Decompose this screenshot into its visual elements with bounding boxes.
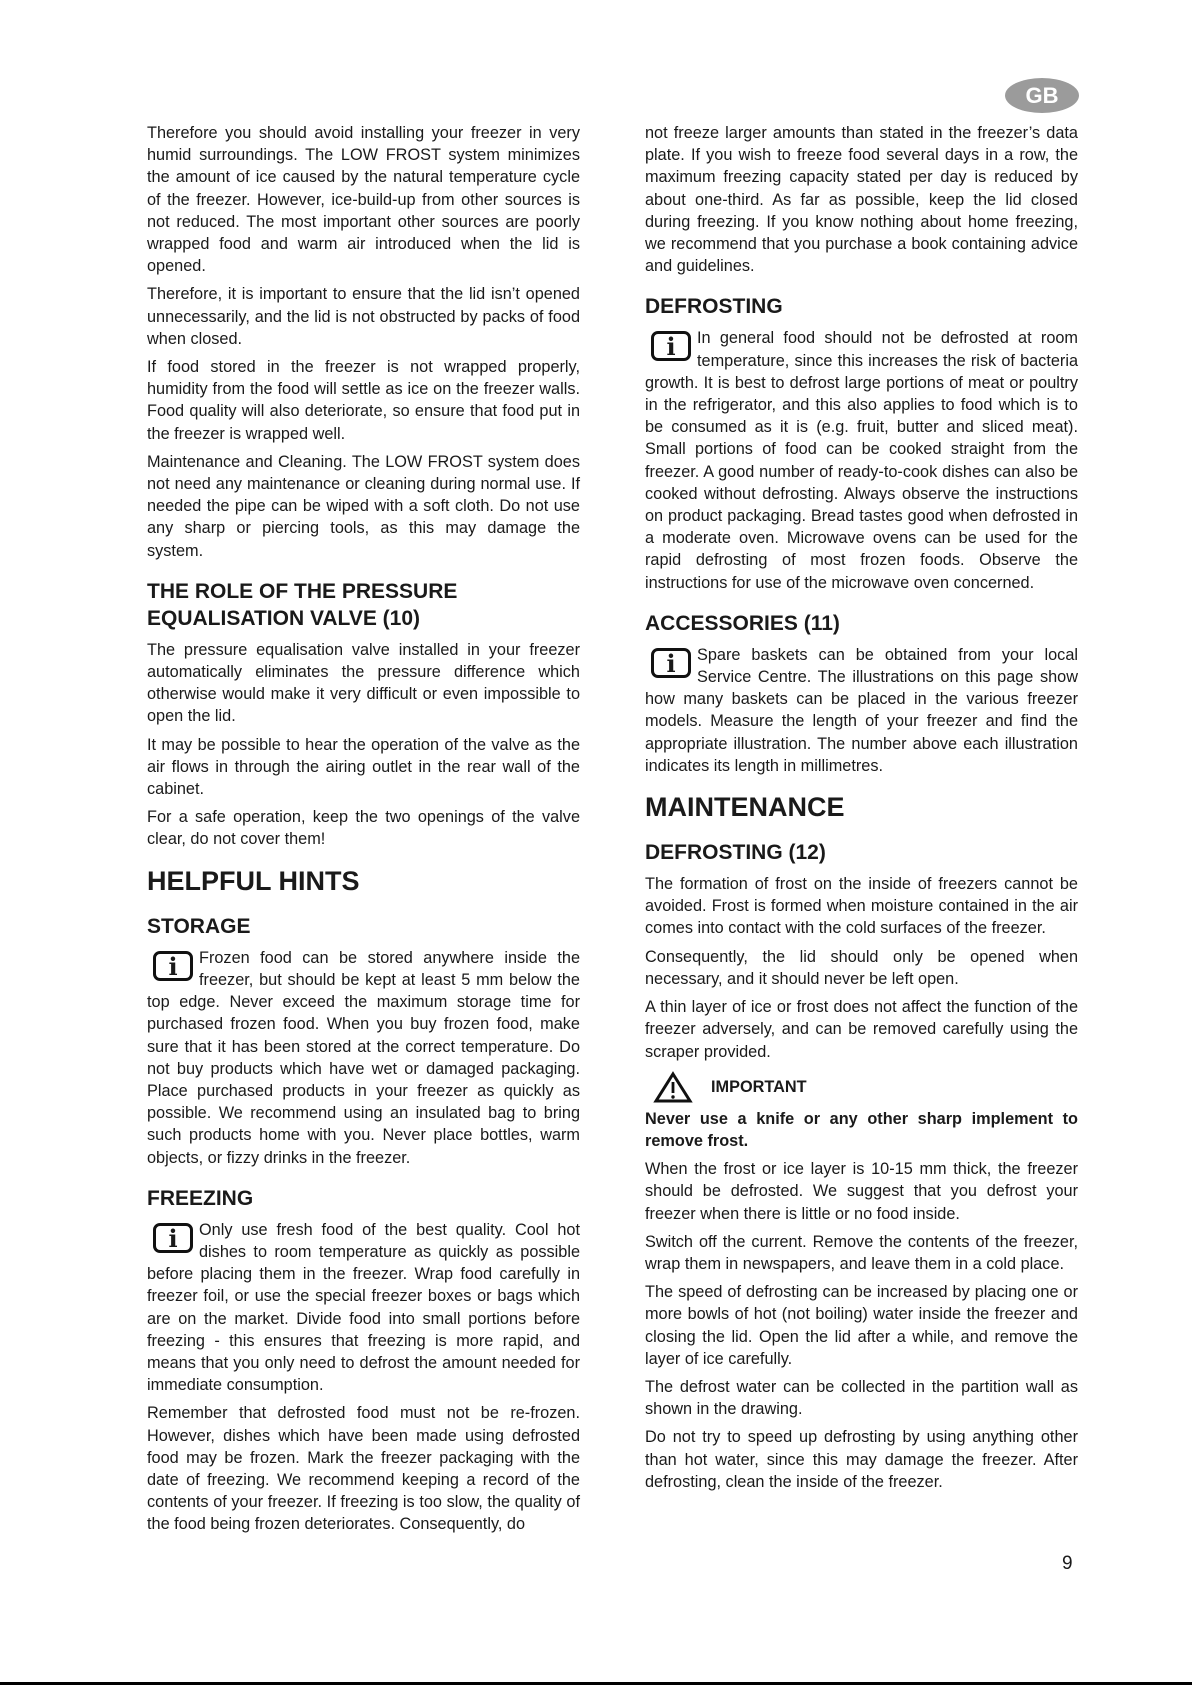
left-column [147,122,580,1542]
right-column [645,122,1078,1499]
paragraph: not freeze larger amounts than stated in the freezer’s data plate. If you wish to freeze food several days in a row, the maximum freezing capacity stated per day is reduced by about one-third. As far as possible, keep the lid closed during freezing. If you know nothing about home freezing, we recommend that you purchase a book containing advice and guidelines. [645,124,1078,276]
info-text: Spare baskets can be obtained from your local Service Centre. The illustrations on this page show how many baskets can be placed in the various freezer models. Measure the length of your freezer and find the appropriate illustration. The number above each illustration indicates its length in millimetres. [645,645,1078,775]
paragraph: The defrost water can be collected in the partition wall as shown in the drawing. [645,1377,1078,1419]
info-text: In general food should not be defrosted at room temperature, since this increases the risk of bacteria growth. It is best to defrost large portions of meat or poultry in the refrigerator, and this also applies to food which is to be consumed as it is (e.g. fruit, butter and sliced meat). Small portions of food can be cooked straight from the freezer. A good number of ready-to-cook dishes can also be cooked without defrosting. Always observe the instructions on product packaging. Bread tastes good when defrosted in a moderate oven. Microwave ovens can be used for the rapid defrosting of most frozen foods. Observe the instructions for use of the microwave oven concerned. [645,329,1078,592]
paragraph: When the frost or ice layer is 10-15 mm thick, the freezer should be defrosted. We suggest that you defrost your freezer when there is little or no food inside. [645,1160,1078,1223]
paragraph: The speed of defrosting can be increased by placing one or more bowls of hot (not boiling) water inside the freezer and closing the lid. Open the lid after a while, and remove the layer of ice carefully. [645,1283,1078,1368]
paragraph: Remember that defrosted food must not be re-frozen. However, dishes which have been made using defrosted food may be frozen. Mark the freezer packaging with the date of freezing. We recommend keeping a record of the contents of your freezer. If freezing is too slow, the quality of the food being frozen deteriorates. Consequently, do [147,1404,580,1534]
info-text: Frozen food can be stored anywhere inside the freezer, but should be kept at least 5 mm below the top edge. Never exceed the maximum storage time for purchased frozen food. When you buy frozen food, make sure that it has been stored at the correct temperature. Do not buy products which have wet or damaged packaging. Place purchased products in your freezer as quickly as possible. We recommend using an insulated bag to bring such products home with you. Never place bottles, warm objects, or fizzy drinks in the freezer. [147,948,580,1167]
paragraph: A thin layer of ice or frost does not affect the function of the freezer adversely, and can be removed carefully using the scraper provided. [645,998,1078,1061]
paragraph: Consequently, the lid should only be opened when necessary, and it should never be left open. [645,947,1078,988]
paragraph: For a safe operation, keep the two openings of the valve clear, do not cover them! [147,808,580,849]
info-icon: i [153,951,193,981]
language-badge: GB [1005,78,1079,113]
page-number: 9 [1062,1553,1073,1574]
info-icon: i [153,1223,193,1253]
paragraph: Therefore you should avoid installing your freezer in very humid surroundings. The LOW FROST system minimizes the amount of ice caused by the natural temperature cycle of the freezer. However, ice-build-up from other sources is not reduced. The most important other sources are poorly wrapped food and warm air introduced when the lid is opened. [147,124,580,276]
important-notice [653,1071,1078,1104]
info-paragraph [645,644,1078,777]
paragraph: Do not try to speed up defrosting by using anything other than hot water, since this may damage the freezer. After defrosting, clean the inside of the freezer. [645,1428,1078,1491]
paragraph: Maintenance and Cleaning. The LOW FROST system does not need any maintenance or cleaning during normal use. If needed the pipe can be wiped with a soft cloth. Do not use any sharp or piercing tools, as this may damage the system. [147,452,580,560]
info-text: Only use fresh food of the best quality. Cool hot dishes to room temperature as quickly as possible before placing them in the freezer. Wrap food carefully in freezer foil, or use the special freezer boxes or bags which are on the market. Divide food into small portions before freezing - this ensures that freezing is more rapid, and means that you only need to defrost the amount needed for immediate consumption. [147,1220,580,1395]
info-paragraph [147,1219,580,1397]
paragraph: The formation of frost on the inside of freezers cannot be avoided. Frost is formed when moisture contained in the air comes into contact with the cold surfaces of the freezer. [645,875,1078,938]
paragraph: Therefore, it is important to ensure that the lid isn’t opened unnecessarily, and the lid is not obstructed by packs of food when closed. [147,285,580,348]
paragraph: The pressure equalisation valve installed in your freezer automatically eliminates the pressure difference which otherwise would make it very difficult or even impossible to open the lid. [147,640,580,726]
info-icon: i [651,648,691,678]
warning-text: Never use a knife or any other sharp implement to remove frost. [645,1109,1078,1150]
subsection-heading: ACCESSORIES (11) [645,611,840,635]
section-heading: HELPFUL HINTS [147,865,360,896]
info-paragraph [147,947,580,1169]
paragraph: Switch off the current. Remove the contents of the freezer, wrap them in newspapers, and leave them in a cold place. [645,1232,1078,1273]
paragraph: If food stored in the freezer is not wrapped properly, humidity from the food will settle as ice on the freezer walls. Food quality will also deteriorate, so ensure that food put in the freezer is wrapped well. [147,358,580,443]
subsection-heading: FREEZING [147,1186,254,1210]
subsection-heading: STORAGE [147,914,251,938]
warning-icon [653,1071,693,1104]
info-paragraph [645,327,1078,593]
subsection-heading: DEFROSTING (12) [645,841,826,865]
important-label: IMPORTANT [711,1078,807,1097]
subsection-heading: THE ROLE OF THE PRESSURE EQUALISATION VALVE (10) [147,579,458,630]
paragraph: It may be possible to hear the operation of the valve as the air flows in through the airing outlet in the rear wall of the cabinet. [147,735,580,799]
section-heading: MAINTENANCE [645,792,845,823]
info-icon: i [651,331,691,361]
subsection-heading: DEFROSTING [645,295,783,319]
